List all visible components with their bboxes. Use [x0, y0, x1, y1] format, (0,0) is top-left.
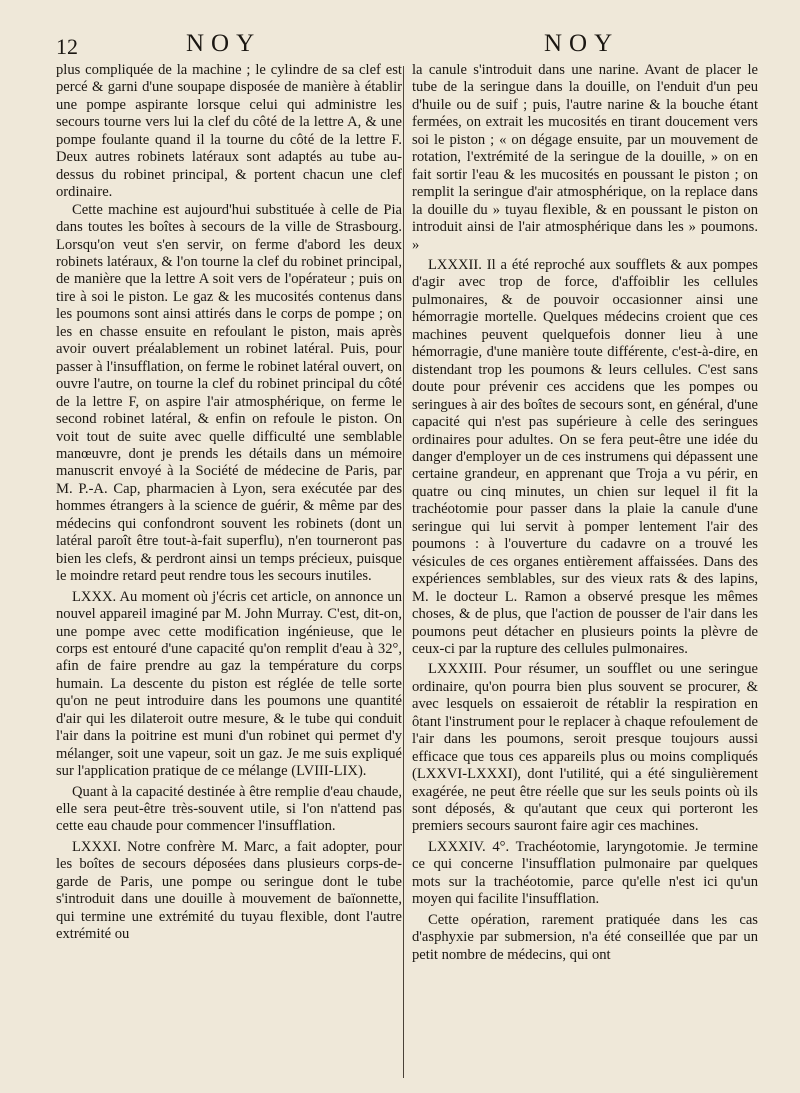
running-head-left: NOY	[186, 30, 262, 57]
paragraph: LXXXIII. Pour résumer, un soufflet ou une seringue ordinaire, qu'on pourra bien plus souvent se procurer, & avec lesquels on essaieroit de rétablir la respiration en ôtant l'instrument pour le replacer à chaque refoulement de l'air dans les poumons, seroit presque toujours aussi efficace que tous ces appareils plus ou moins compliqués (LXXVI-LXXXI), dont l'utilité, qui a été singulièrement exagérée, ne peut être réelle que sur les seuls points où ils sont déposés, & qu'autant que ceux qui porteront les premiers secours sauront faire agir ces machines.	[412, 661, 758, 835]
column-divider	[403, 66, 404, 1078]
paragraph: LXXX. Au moment où j'écris cet article, on annonce un nouvel appareil imaginé par M. John Murray. C'est, dit-on, une pompe avec cette modification ingénieuse, que le corps est entouré d'une capacité qu'on remplit d'eau à 32°, afin de faire prendre au gaz la température du corps humain. La descente du piston est réglée de telle sorte qu'on ne peut introduire dans les poumons une quantité d'air qui les dilateroit outre mesure, & le tube qui conduit l'air dans la poitrine est muni d'un robinet qui permet d'y mélanger, soit une vapeur, soit un gaz. Je me suis expliqué sur l'application pratique de ce mélange (LVIII-LIX).	[56, 588, 402, 780]
right-column	[412, 62, 758, 1082]
page-number: 12	[56, 34, 78, 59]
paragraph: Cette machine est aujourd'hui substituée à celle de Pia dans toutes les boîtes à secours de la ville de Strasbourg. Lorsqu'on veut s'en servir, on ferme d'abord les deux robinets latéraux, & l'on tourne la clef du robinet principal, de manière que la lettre A soit vers de l'opérateur ; puis on tire à soi le piston. Le gaz & les mucosités contenus dans les poumons sont ainsi attirés dans le corps de pompe ; on les en chasse ensuite en refoulant le piston, mais après avoir ouvert préalablement un robinet latéral. Puis, pour passer à l'insufflation, on ferme le robinet latéral ouvert, on ouvre l'autre, on tourne la clef du robinet principal du côté de la lettre F, on aspire l'air atmosphérique, on ferme le second robinet latéral, & enfin on refoule le piston. On voit tout de suite avec quelle difficulté une semblable manœuvre, dont je prends les détails dans un mémoire manuscrit envoyé à la Société de médecine de Paris, par M. P.-A. Cap, pharmacien à Lyon, sera exécutée par des hommes étrangers à la science de guérir, & même par des médecins qui confondront souvent les robinets (dont un latéral paroît être tout-à-fait superflu), n'en tourneront pas bien les clefs, & perdront ainsi un temps précieux, puisque le moindre retard peut rendre tous les secours inutiles.	[56, 201, 402, 585]
left-column	[56, 62, 402, 1082]
paragraph: Quant à la capacité destinée à être remplie d'eau chaude, elle sera peut-être très-souvent utile, si l'on n'attend pas cette eau chaude pour commencer l'insufflation.	[56, 783, 402, 835]
running-head-right: NOY	[544, 30, 620, 57]
paragraph: la canule s'introduit dans une narine. Avant de placer le tube de la seringue dans la douille, on l'enduit d'un peu d'huile ou de suif ; puis, l'autre narine & la bouche étant fermées, on extrait les mucosités en tirant doucement vers soi le piston ; « on dégage ensuite, par un mouvement de rotation, l'extrémité de la seringue de la douille, » on en fait sortir l'eau & les mucosités en poussant le piston ; on remplit la seringue d'air atmosphérique, on la replace dans la douille du » tuyau flexible, & en poussant le piston on introduit ainsi de l'air atmosphérique dans les » poumons. »	[412, 62, 758, 253]
paragraph: LXXXIV. 4°. Trachéotomie, laryngotomie. Je termine ce qui concerne l'insufflation pulmonaire par quelques mots sur la trachéotomie, parce qu'elle n'est ici qu'un moyen qui facilite l'insufflation.	[412, 838, 758, 908]
paragraph: Cette opération, rarement pratiquée dans les cas d'asphyxie par submersion, n'a été conseillée que par un petit nombre de médecins, qui ont	[412, 911, 758, 963]
paragraph: LXXXII. Il a été reproché aux soufflets & aux pompes d'agir avec trop de force, d'affoiblir les cellules pulmonaires, & de pouvoir occasionner ainsi une hémorragie mortelle. Quelques médecins croient que ces machines peuvent quelquefois donner lieu à une hémorragie, d'une manière toute différente, c'est-à-dire, en distendant trop les poumons & leurs cellules. C'est sans doute pour prévenir ces accidens que les pompes ou seringues à air des boîtes de secours sont, en général, d'une capacité qui n'est pas supérieure à celle des seringues ordinaires pour adultes. On se fera peut-être une idée du danger d'employer un de ces instrumens qui dépassent une certaine grandeur, en apprenant que Troja a vu périr, en quatre ou cinq minutes, un chien sur lequel il fit la trachéotomie pour passer dans la plaie la canule d'une seringue qui lui servit à pomper lentement l'air des poumons : à l'ouverture du cadavre on a trouvé les vésicules de ces organes entièrement affaissées. Dans des expériences semblables, sur des vieux rats & des lapins, M. le docteur L. Ramon a observé presque les mêmes choses, & de plus, que l'action de pousser de l'air dans les poumons peut détacher en plusieurs points la plèvre de ceux-ci par la rupture des cellules pulmonaires.	[412, 256, 758, 657]
paragraph: plus compliquée de la machine ; le cylindre de sa clef est percé & garni d'une soupape disposée de manière à établir une pompe aspirante lorsque celui qui administre les secours tourne vers lui la clef du côté de la lettre A, & une pompe foulante quand il la tourne du côté de la lettre F. Deux autres robinets latéraux sont adaptés au tube au-dessus du robinet principal, & portent chacun une clef ordinaire.	[56, 62, 402, 201]
paragraph: LXXXI. Notre confrère M. Marc, a fait adopter, pour les boîtes de secours déposées dans plusieurs corps-de-garde de Paris, une pompe ou seringue dont le tube s'introduit dans une douille à mouvement de baïonnette, qui termine une extrémité du tuyau flexible, dont l'autre extrémité ou	[56, 838, 402, 943]
page-header	[0, 30, 800, 60]
